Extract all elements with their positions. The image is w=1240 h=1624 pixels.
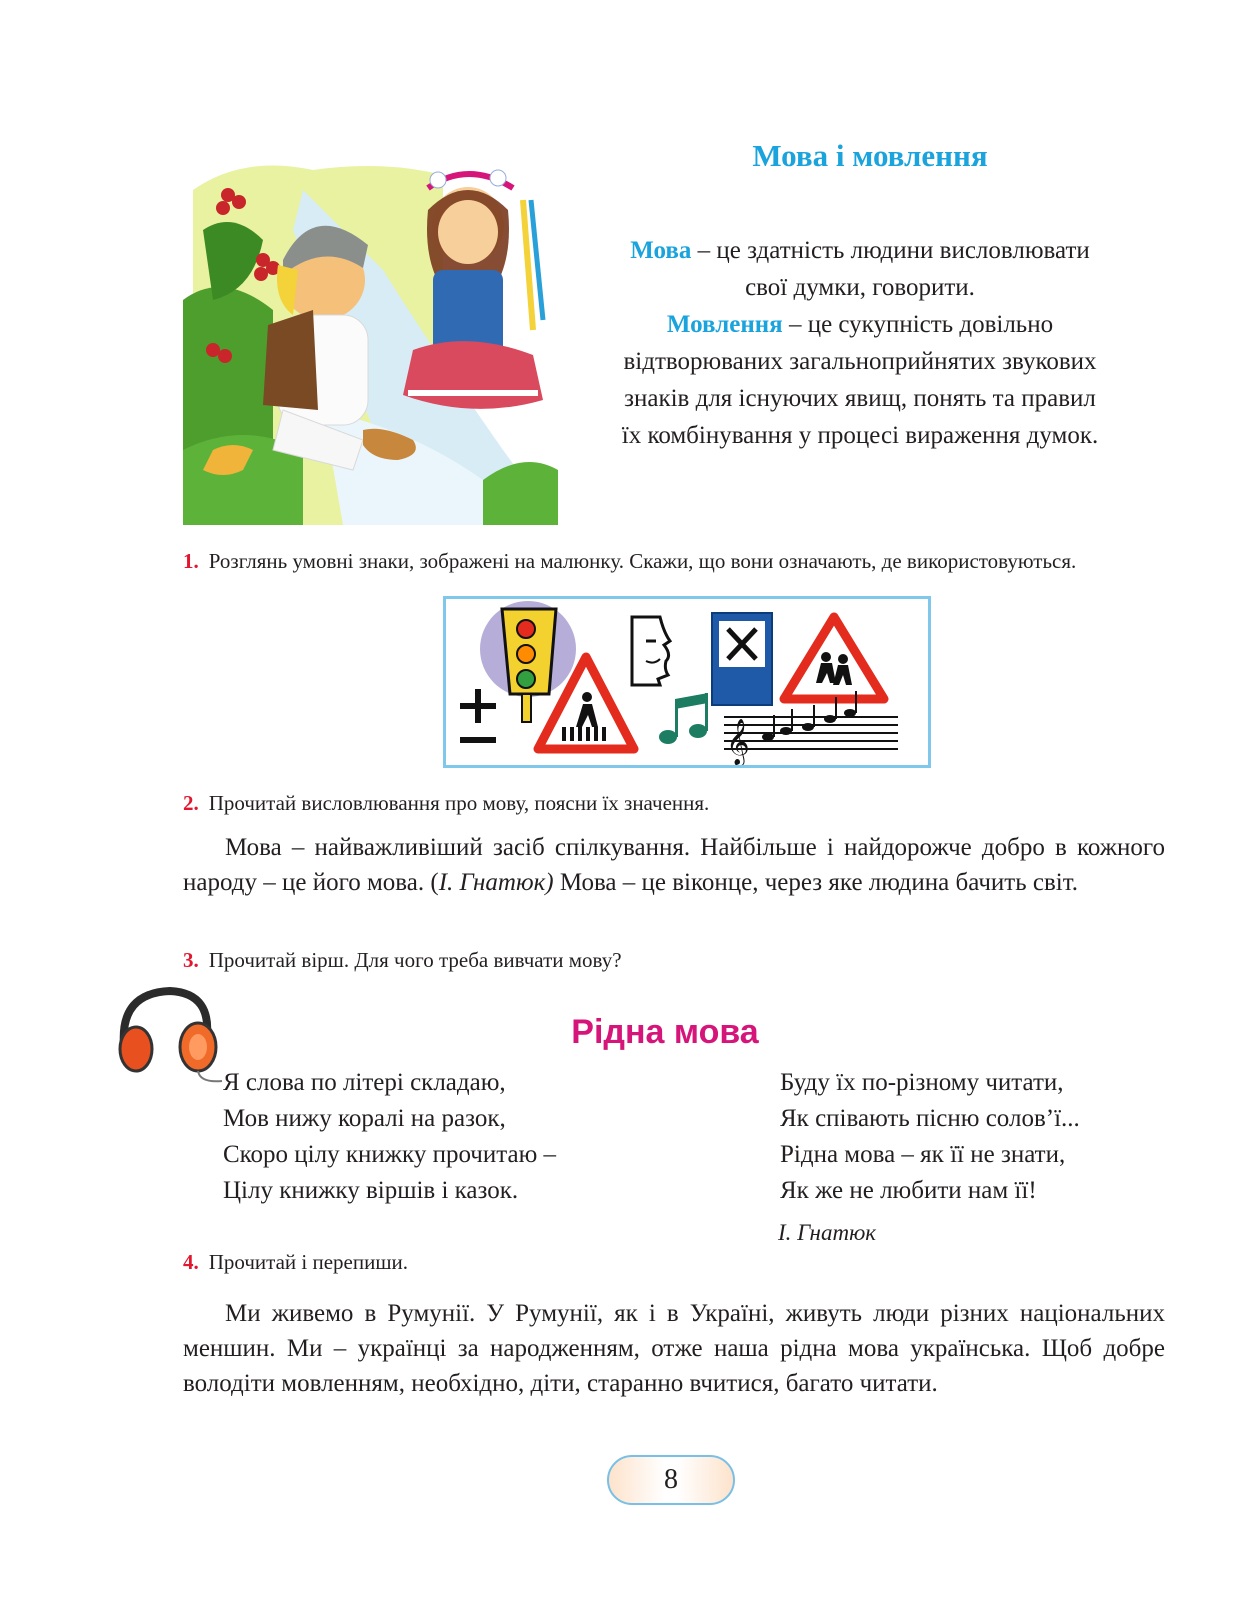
headphones-icon (110, 985, 230, 1085)
poem-line: Мов нижу коралі на разок, (223, 1105, 506, 1132)
task-4 (183, 1247, 1165, 1277)
definition-language-line1: Мова – це здатність людини висловлювати (630, 237, 1090, 264)
plus-minus-icon (460, 689, 496, 743)
task-number: 3. (183, 948, 199, 972)
task-1 (183, 546, 1165, 576)
poem-line: Скоро цілу книжку прочитаю – (223, 1141, 557, 1168)
children-illustration (183, 150, 558, 525)
page-number: 8 (607, 1455, 735, 1505)
task-text: Прочитай вірш. Для чого треба вивчати мову? (208, 948, 622, 972)
poem-line: Рідна мова – як її не знати, (780, 1141, 1066, 1168)
task-text: Розглянь умовні знаки, зображені на малюнку. Скажи, що вони означають, де використовуються. (208, 549, 1077, 573)
task-2 (183, 788, 1165, 818)
lesson-title: Мова і мовлення (752, 138, 988, 173)
task-text: Прочитай висловлювання про мову, поясни їх значення. (208, 791, 710, 815)
term-movlennia: Мовлення (666, 311, 783, 338)
poem-line: Як же не любити нам її! (780, 1177, 1037, 1204)
definition-language-line2: свої думки, говорити. (745, 274, 975, 301)
definition-speech-line3: знаків для існуючих явищ, понять та правил (624, 385, 1096, 412)
definition-speech-line1: Мовлення – це сукупність довільно (666, 311, 1054, 338)
svg-text:𝄞: 𝄞 (726, 719, 750, 765)
term-mova: Мова (630, 237, 692, 264)
definition-language (560, 232, 1160, 306)
poem-title: Рідна мова (571, 1013, 759, 1051)
definition-speech-line2: відтворюваних загальноприйнятих звукових (623, 348, 1097, 375)
conventional-signs-panel (443, 596, 931, 768)
poem-right-stanza (780, 1065, 1080, 1209)
definition-speech-line4: їх комбінування у процесі вираження думок. (621, 422, 1099, 449)
poem-left-stanza (223, 1065, 556, 1209)
poem-author: І. Гнатюк (778, 1220, 877, 1245)
task-number: 1. (183, 549, 199, 573)
poem-line: Цілу книжку віршів і казок. (223, 1177, 519, 1204)
food-service-sign-icon (712, 613, 772, 705)
poem-line: Буду їх по-різному читати, (780, 1069, 1064, 1096)
music-note-icon (659, 693, 708, 744)
poem-line: Як співають пісню солов’ї... (780, 1105, 1080, 1132)
quote-paragraph: Мова – найважливіший засіб спілкування. Найбільше і найдорожче добро в кожного народу – це його мова. (І. Гнатюк) Мова – це віконце, через яке людина бачить світ. (183, 834, 1165, 896)
definition-speech (560, 306, 1160, 454)
face-profile-icon (632, 617, 670, 685)
final-paragraph: Ми живемо в Румунії. У Румунії, як і в Україні, живуть люди різних національних меншин. Ми – українці за народженням, отже наша рідна мова українська. Щоб добре володіти мовленням, необхідно, діти, старанно вчитися, багато читати. (183, 1300, 1165, 1397)
task-text: Прочитай і перепиши. (208, 1250, 409, 1274)
poem-line: Я слова по літері складаю, (223, 1069, 506, 1096)
task-number: 2. (183, 791, 199, 815)
children-crossing-sign-icon (784, 617, 884, 699)
task-number: 4. (183, 1250, 199, 1274)
task-3 (183, 945, 1165, 975)
quote-author: І. Гнатюк) (438, 869, 554, 896)
